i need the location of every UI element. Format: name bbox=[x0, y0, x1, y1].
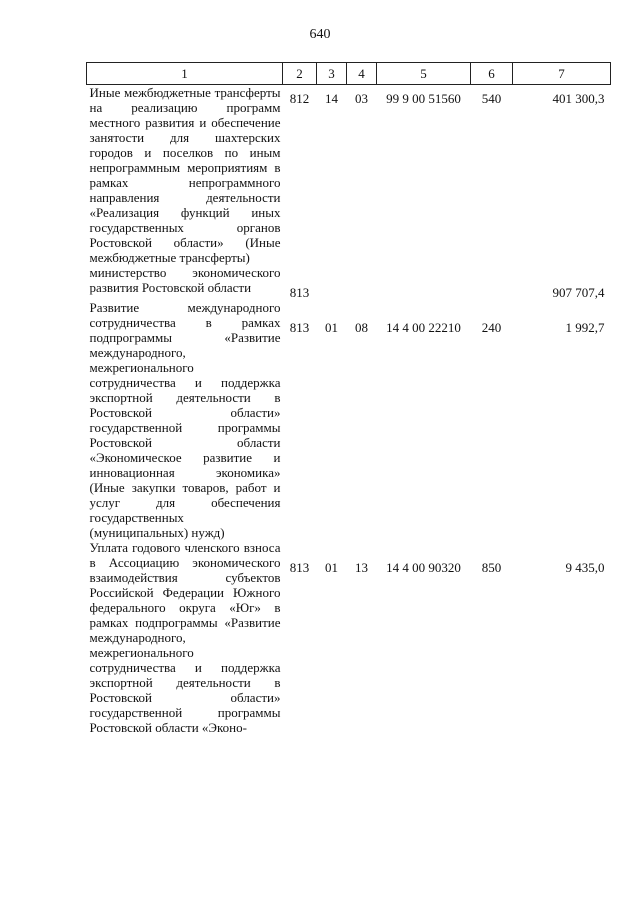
column-header-7: 7 bbox=[513, 63, 611, 85]
header-row bbox=[87, 63, 611, 85]
table-row bbox=[87, 265, 611, 300]
row-name: Уплата годового членского взноса в Ассоциацию экономического взаимодействия субъектов Российской Федерации Южного федерального округа «Юг» в рамках подпрограммы «Развитие международного, межрегионального сотрудничества и поддержка экспортной деятельности в Ростовской области» государственной программы Ростовской области «Эконо- bbox=[89, 540, 281, 735]
row-name: министерство экономического развития Ростовской области bbox=[89, 265, 281, 295]
column-header-6: 6 bbox=[471, 63, 513, 85]
cell-target-article: 14 4 00 22210 bbox=[386, 320, 461, 335]
cell-ministry-code: 813 bbox=[289, 560, 310, 575]
row-name: Развитие международного сотрудничества в рамках подпрограммы «Развитие международного, межрегионального сотрудничества и поддержка экспортной деятельности в Ростовской области» государственной программы Ростовской области «Экономическое развитие и инновационная экономика» (Иные закупки товаров, работ и услуг для обеспечения государственных (муниципальных) нужд) bbox=[89, 300, 281, 540]
cell-subsection: 08 bbox=[355, 320, 368, 335]
cell-ministry-code: 812 bbox=[289, 91, 310, 106]
cell-ministry-code: 813 bbox=[289, 285, 310, 300]
table-row bbox=[87, 300, 611, 540]
cell-amount: 9 435,0 bbox=[565, 560, 605, 575]
cell-target-article bbox=[377, 265, 471, 300]
column-header-1: 1 bbox=[87, 63, 283, 85]
cell-section: 01 bbox=[325, 320, 338, 335]
page-number: 640 bbox=[309, 27, 331, 42]
table-row bbox=[87, 85, 611, 266]
cell-expense-type: 240 bbox=[481, 320, 502, 335]
cell-amount: 401 300,3 bbox=[552, 91, 605, 106]
row-name: Иные межбюджетные трансферты на реализацию программ местного развития и обеспечение занятости для шахтерских городов и поселков по иным непрограммным мероприятиям в рамках непрограммного направления деятельности «Реализация функций иных государственных органов Ростовской области» (Иные межбюджетные трансферты) bbox=[89, 85, 281, 265]
cell-subsection: 13 bbox=[355, 560, 368, 575]
cell-target-article: 14 4 00 90320 bbox=[386, 560, 461, 575]
budget-table bbox=[86, 62, 611, 735]
column-header-4: 4 bbox=[347, 63, 377, 85]
cell-section: 14 bbox=[325, 91, 338, 106]
cell-amount: 1 992,7 bbox=[565, 320, 605, 335]
cell-target-article: 99 9 00 51560 bbox=[386, 91, 461, 106]
cell-amount: 907 707,4 bbox=[552, 285, 605, 300]
column-header-5: 5 bbox=[377, 63, 471, 85]
cell-section: 01 bbox=[325, 560, 338, 575]
cell-subsection: 03 bbox=[355, 91, 368, 106]
column-header-3: 3 bbox=[317, 63, 347, 85]
cell-expense-type bbox=[471, 265, 513, 300]
cell-expense-type: 540 bbox=[481, 91, 502, 106]
cell-ministry-code: 813 bbox=[289, 320, 310, 335]
cell-expense-type: 850 bbox=[481, 560, 502, 575]
cell-section bbox=[317, 265, 347, 300]
column-header-2: 2 bbox=[283, 63, 317, 85]
table-row bbox=[87, 540, 611, 735]
cell-subsection bbox=[347, 265, 377, 300]
